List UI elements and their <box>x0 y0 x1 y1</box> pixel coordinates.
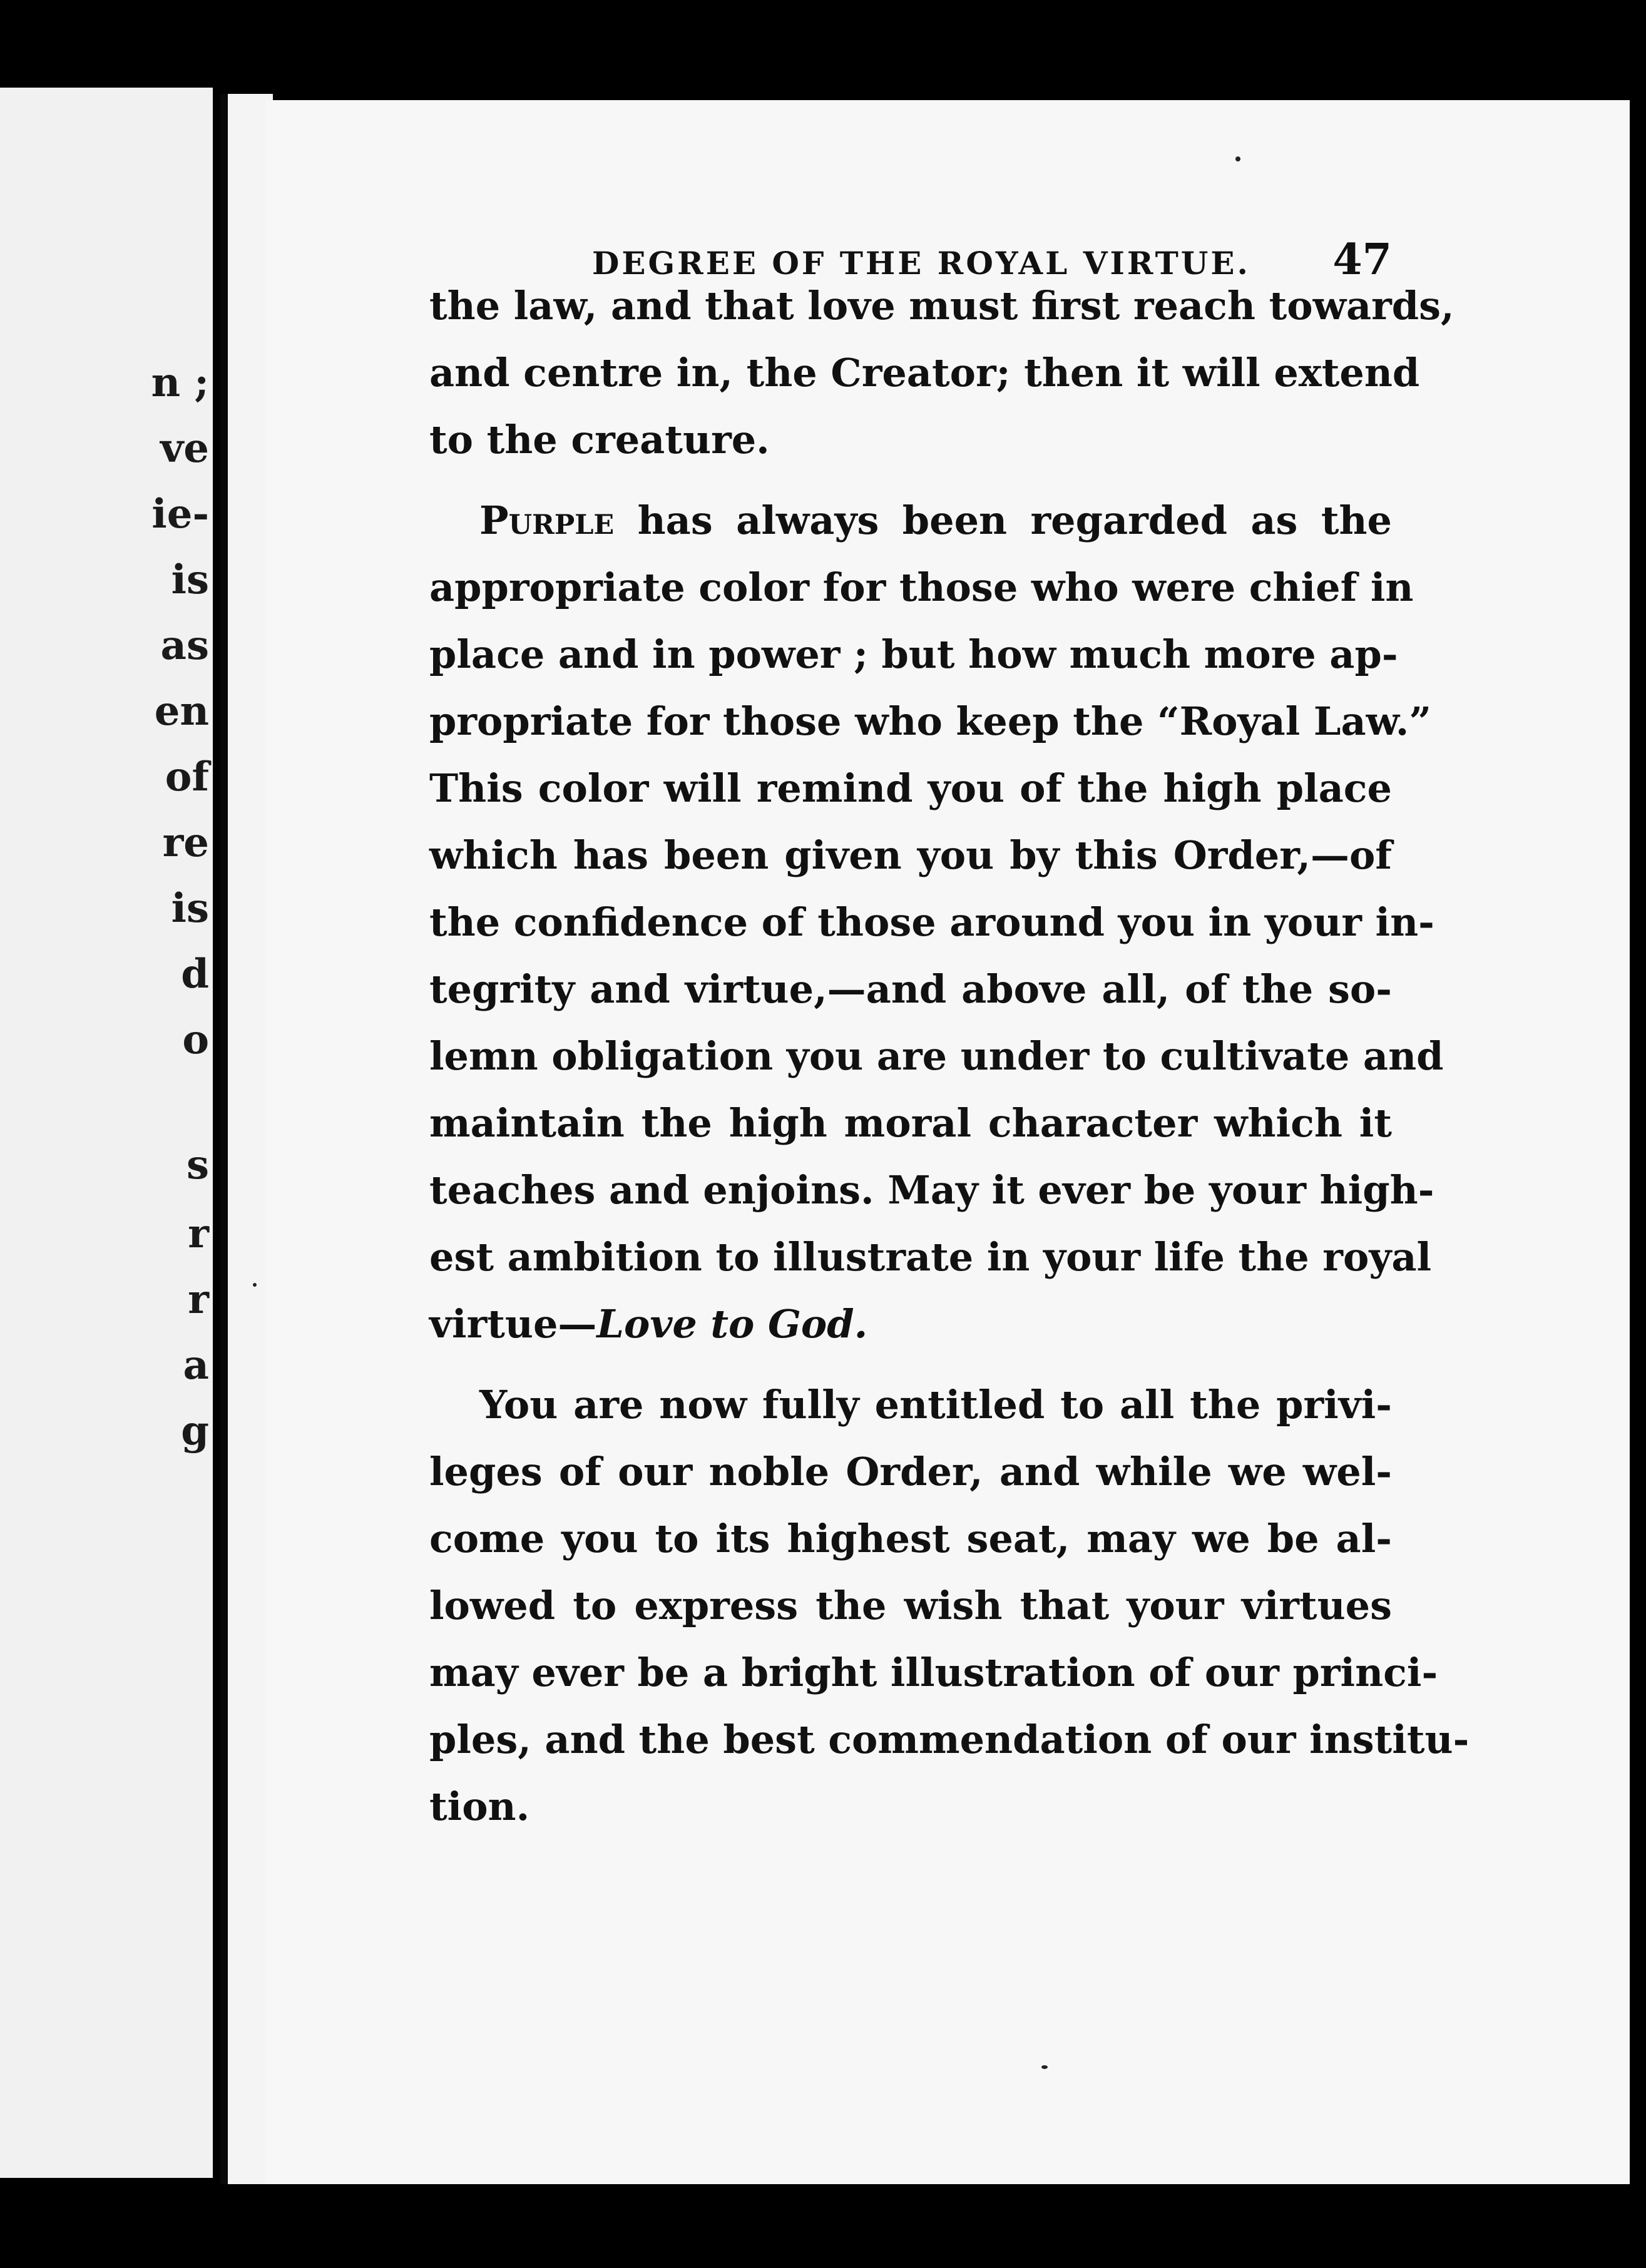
left-text-fragment: is <box>171 885 209 932</box>
body-text <box>429 272 1470 1854</box>
text-line-lead <box>429 487 1392 554</box>
left-text-fragment: as <box>160 622 209 669</box>
text-line: tion. <box>429 1784 530 1829</box>
left-text-fragment: r <box>188 1210 209 1257</box>
left-text-fragment: a <box>183 1342 209 1389</box>
scan-speck <box>1041 2065 1048 2069</box>
text-line: place and in power ; but how much more ap- <box>429 631 1398 677</box>
text-line-closing <box>429 1290 1392 1357</box>
left-text-fragment: of <box>165 753 209 800</box>
left-text-fragment: d <box>181 951 209 998</box>
left-facing-page <box>0 88 213 2178</box>
left-text-fragment: g <box>181 1407 209 1454</box>
text-line: may ever be a bright illustration of our princi- <box>429 1650 1438 1695</box>
running-head-title: DEGREE OF THE ROYAL VIRTUE. <box>592 245 1250 282</box>
text-line: to the creature. <box>429 417 770 462</box>
text-line: You are now fully entitled to all the privi- <box>479 1382 1392 1428</box>
lead-word: Purple <box>479 498 615 543</box>
text-line: appropriate color for those who were chief in <box>429 564 1414 610</box>
right-page <box>265 100 1630 2184</box>
text-line: lemn obligation you are under to cultivate and <box>429 1033 1444 1079</box>
text-line: propriate for those who keep the “Royal Law.” <box>429 698 1432 744</box>
text-line: This color will remind you of the high place <box>429 765 1392 811</box>
text-line: the confidence of those around you in your in- <box>429 899 1434 945</box>
paragraph-2 <box>429 487 1444 1357</box>
left-text-fragment: is <box>171 556 209 603</box>
left-text-fragment: ve <box>160 425 209 472</box>
text-line: maintain the high moral character which it <box>429 1100 1392 1146</box>
text-line: lowed to express the wish that your virtues <box>429 1583 1392 1628</box>
left-text-fragment: o <box>182 1016 209 1063</box>
scan-speck <box>1235 156 1240 161</box>
text-line: the law, and that love must first reach towards, <box>429 283 1454 329</box>
closing-prefix: virtue— <box>429 1301 597 1347</box>
paragraph-1 <box>429 272 1454 473</box>
closing-italic: Love to God. <box>596 1301 868 1347</box>
text-line: leges of our noble Order, and while we wel- <box>429 1449 1392 1494</box>
paragraph-3 <box>429 1371 1470 1840</box>
text-line: come you to its highest seat, may we be al- <box>429 1516 1392 1561</box>
text-line: has always been regarded as the <box>637 498 1392 543</box>
left-text-fragment: en <box>154 688 209 735</box>
text-line: teaches and enjoins. May it ever be your high- <box>429 1167 1434 1213</box>
text-line: tegrity and virtue,—and above all, of the so- <box>429 966 1392 1012</box>
page-number: 47 <box>1332 235 1392 285</box>
left-text-fragment: re <box>162 819 209 866</box>
text-line: est ambition to illustrate in your life the royal <box>429 1234 1432 1280</box>
left-text-fragment: s <box>186 1142 209 1188</box>
text-line: which has been given you by this Order,—of <box>429 832 1392 878</box>
left-text-fragment: r <box>188 1276 209 1323</box>
scan-speck <box>253 1283 257 1287</box>
left-text-fragment: n ; <box>151 359 209 406</box>
left-text-fragment: ie- <box>151 491 209 538</box>
text-line: and centre in, the Creator; then it will extend <box>429 350 1420 396</box>
text-line: ples, and the best commendation of our institu- <box>429 1717 1470 1762</box>
